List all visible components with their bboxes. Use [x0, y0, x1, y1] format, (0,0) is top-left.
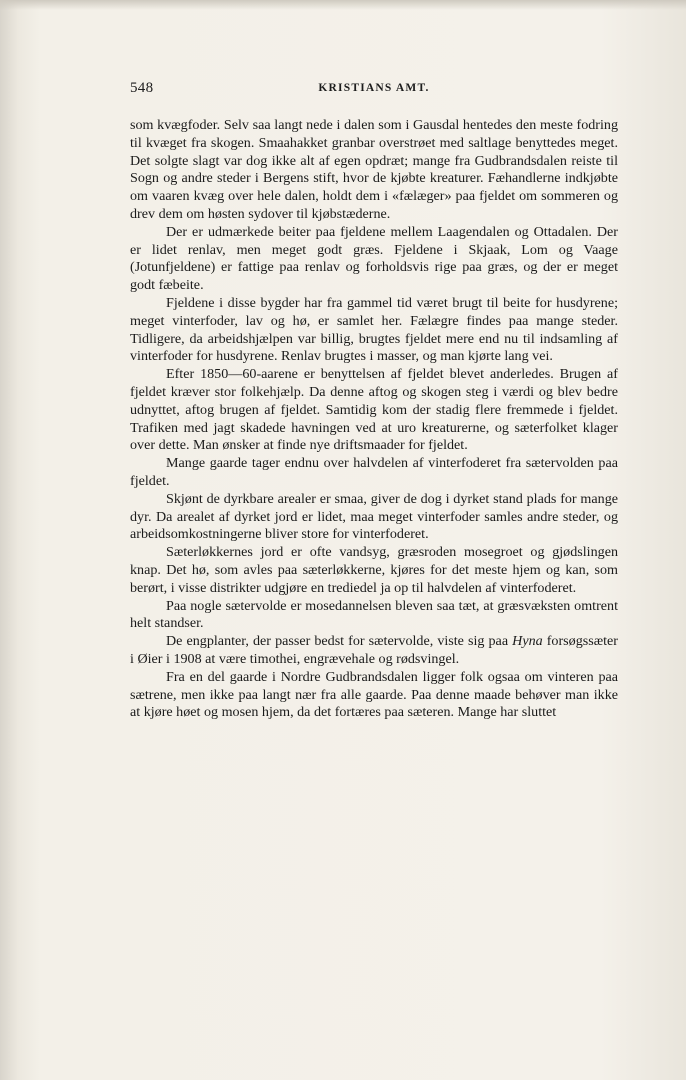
paragraph: Der er udmærkede beiter paa fjeldene mellem Laagendalen og Ottadalen. Der er lidet renlav, men meget godt græs. Fjeldene i Skjaak, Lom og Vaage (Jotunfjeldene) er fattige paa renlav og forholdsvis rige paa græs, og der er meget godt fæbeite. — [130, 223, 618, 294]
body-text — [130, 117, 618, 722]
paragraph: Skjønt de dyrkbare arealer er smaa, giver de dog i dyrket stand plads for mange dyr. Da arealet af dyrket jord er lidet, maa meget vinterfoder samles andre steder, og arbeidsomkostningerne bliver store for vinterfoderet. — [130, 490, 618, 543]
paragraph-text: forsøgssæter i Øier i 1908 at være timothei, engrævehale og rødsvingel. — [130, 633, 618, 667]
running-head: KRISTIANS AMT. — [318, 82, 430, 94]
paragraph: Efter 1850—60-aarene er benyttelsen af fjeldet blevet anderledes. Brugen af fjeldet kræver stor folkehjælp. Da denne aftog og skogen steg i værdi og blev bedre udnyttet, aftog brugen af fjeldet. Samtidig kom der stadig flere fremmede i fjeldet. Trafiken med jagt skadede havningen ved at uro kreaturerne, og sæterfolket klager over dette. Man ønsker at finde nye driftsmaader for fjeldet. — [130, 366, 618, 454]
paragraph: Fra en del gaarde i Nordre Gudbrandsdalen ligger folk ogsaa om vinteren paa sætrene, men ikke paa langt nær fra alle gaarde. Paa denne maade behøver man ikke at kjøre høet og mosen hjem, da det fortæres paa sæteren. Mange har sluttet — [130, 668, 618, 721]
page-number: 548 — [130, 80, 154, 96]
italic-place-name: Hyna — [512, 633, 543, 650]
paragraph-text: De engplanter, der passer bedst for sætervolde, viste sig paa — [166, 633, 513, 650]
paragraph: Paa nogle sætervolde er mosedannelsen bleven saa tæt, at græsvæksten omtrent helt standser. — [130, 597, 618, 632]
paragraph — [130, 633, 618, 669]
paragraph: Fjeldene i disse bygder har fra gammel tid været brugt til beite for husdyrene; meget vinterfoder, lav og hø, er samlet her. Fælægre findes paa mange steder. Tidligere, da arbeidshjælpen var billig, brugtes fjeldet mere end nu til indsamling af vinterfoder for husdyrene. Renlav brugtes i masser, og man kjørte lang vei. — [130, 294, 618, 365]
paragraph: Mange gaarde tager endnu over halvdelen af vinterfoderet fra sætervolden paa fjeldet. — [130, 455, 618, 489]
page-header — [130, 80, 618, 98]
paragraph: som kvægfoder. Selv saa langt nede i dalen som i Gausdal hentedes den meste fodring til kvæget fra skogen. Smaahakket granbar overstrøet med saltlage benyttedes meget. Det solgte slagt var dog ikke alt af egen opdræt; mange fra Gudbrandsdalen reiste til Sogn og andre steder i Bergens stift, hvor de kjøbte kreaturer. Fæhandlerne indkjøbte om vaaren kvæg over hele dalen, holdt dem i «fælæger» paa fjeldet om sommeren og drev dem om høsten sydover til kjøbstæderne. — [130, 117, 618, 222]
page-edge-shadow — [0, 0, 686, 10]
paragraph: Sæterløkkernes jord er ofte vandsyg, græsroden mosegroet og gjødslingen knap. Det hø, som avles paa sæterløkkerne, kjøres for det meste hjem og kan, som berørt, i visse distrikter udgjøre en trediedel ja op til halvdelen af vinterfoderet. — [130, 544, 618, 596]
